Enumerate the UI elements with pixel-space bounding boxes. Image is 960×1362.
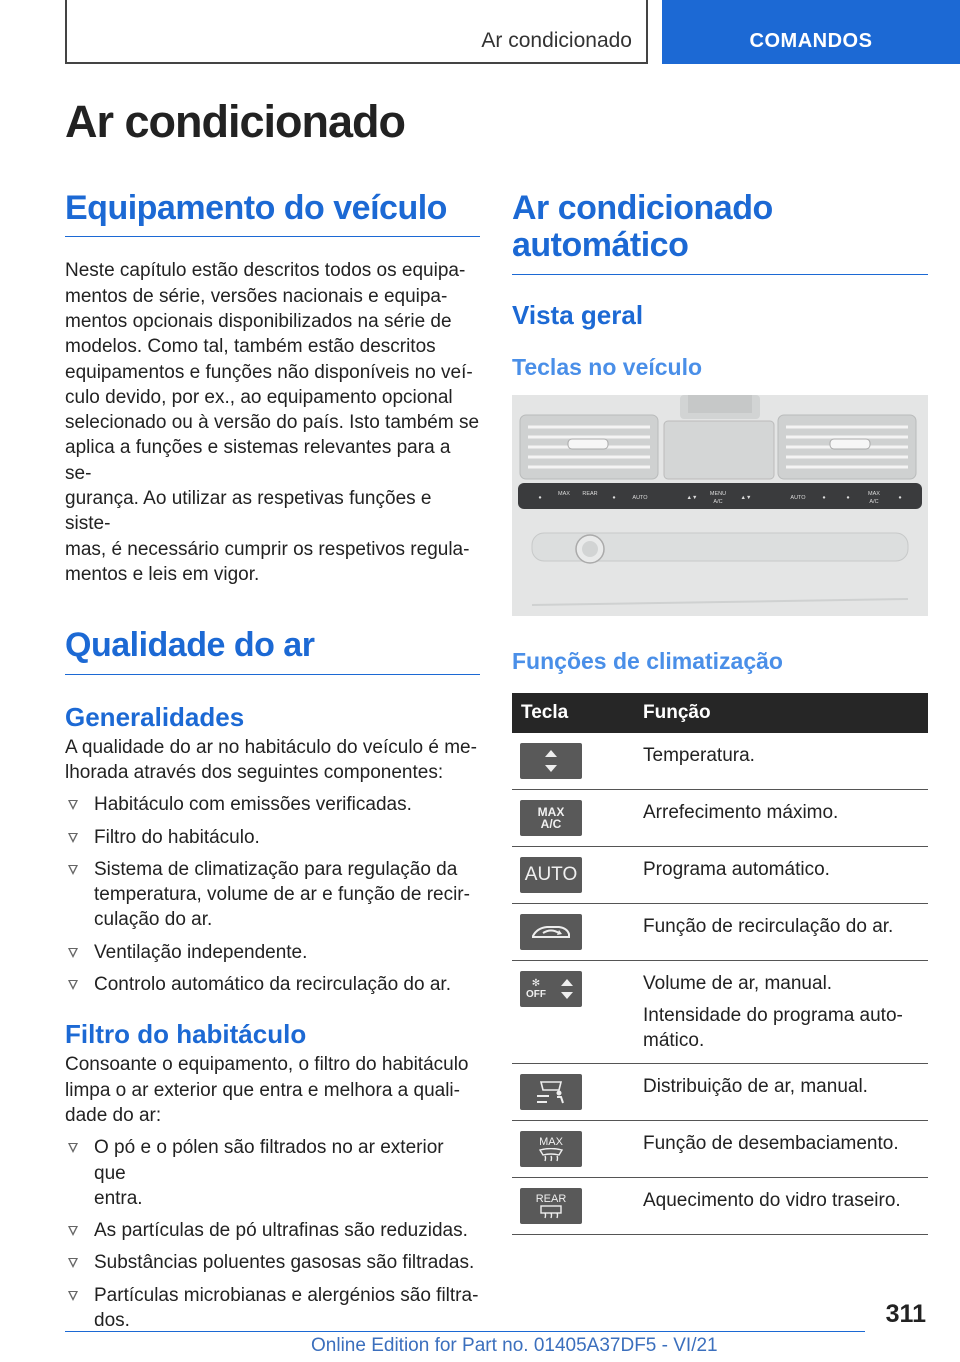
text-line: dos. xyxy=(94,1309,130,1331)
max-defrost-label: MAX xyxy=(539,1135,563,1148)
key-cell xyxy=(512,789,643,846)
general-list xyxy=(65,792,480,997)
function-text: Programa automático. xyxy=(643,858,830,880)
climate-functions-table xyxy=(512,693,928,1235)
panel-label-auto: AUTO xyxy=(632,494,648,501)
text-line: modelos. Como tal, também estão descritos xyxy=(65,336,436,358)
function-text: Intensidade do programa auto- mático. xyxy=(643,1004,903,1051)
function-cell xyxy=(643,1063,928,1120)
function-cell xyxy=(643,960,928,1063)
panel-label-rear: REAR xyxy=(582,490,598,497)
header-tab-comandos[interactable]: COMANDOS xyxy=(662,0,960,64)
text-line: culo devido, por ex., ao equipamento opcional xyxy=(65,386,453,408)
table-row xyxy=(512,846,928,903)
rear-defrost-label: REAR xyxy=(535,1192,567,1205)
list-item xyxy=(65,825,480,850)
heading-line: automático xyxy=(512,226,689,265)
heading-ar-condicionado-automatico xyxy=(512,190,928,275)
fan-off-label: OFF xyxy=(526,988,546,1000)
text-line: limpa o ar exterior que entra e melhora a quali- xyxy=(65,1079,460,1101)
svg-text:●: ● xyxy=(822,494,826,501)
temperature-arrows-icon xyxy=(520,743,582,779)
bullet-triangle-icon xyxy=(68,800,78,810)
bullet-triangle-icon xyxy=(68,948,78,958)
panel-label-auto-2: AUTO xyxy=(790,494,806,501)
fan-off-icon xyxy=(520,971,582,1007)
text-line: mentos de série, versões nacionais e equipa- xyxy=(65,285,448,307)
function-cell xyxy=(643,846,928,903)
text-line: Substâncias poluentes gasosas são filtradas. xyxy=(94,1252,475,1274)
key-cell xyxy=(512,1063,643,1120)
text-line: A qualidade do ar no habitáculo do veículo é me- xyxy=(65,736,477,758)
list-item xyxy=(65,972,480,997)
text-line: selecionado ou à versão do país. Isto também se xyxy=(65,412,480,434)
filter-list xyxy=(65,1135,480,1333)
table-row xyxy=(512,789,928,846)
auto-icon: AUTO xyxy=(520,857,582,893)
fan-icon: ✻ xyxy=(531,977,541,989)
panel-label-menu: MENU xyxy=(709,490,727,497)
heading-qualidade-ar: Qualidade do ar xyxy=(65,627,480,674)
heading-teclas-veiculo: Teclas no veículo xyxy=(512,353,703,380)
text-line: Habitáculo com emissões verificadas. xyxy=(94,794,412,816)
text-line: gurança. Ao utilizar as respetivas funções e siste- xyxy=(65,488,432,535)
page-number: 311 xyxy=(885,1300,926,1328)
table-row xyxy=(512,733,928,790)
bullet-triangle-icon xyxy=(68,865,78,875)
footer-edition: Online Edition for Part no. 01405A37DF5 - VI/21 xyxy=(311,1335,718,1356)
bullet-triangle-icon xyxy=(68,1258,78,1268)
svg-text:●: ● xyxy=(612,494,616,501)
list-item xyxy=(65,857,480,933)
text-line: O pó e o pólen são filtrados no ar exterior que xyxy=(94,1137,444,1184)
panel-label-ac-2: A/C xyxy=(869,498,879,505)
header-box xyxy=(65,0,648,64)
table-row xyxy=(512,960,928,1063)
bullet-triangle-icon xyxy=(68,833,78,843)
heading-line: Ar condicionado xyxy=(512,189,773,227)
rear-defrost-icon xyxy=(520,1188,582,1224)
heading-vista-geral: Vista geral xyxy=(512,299,644,330)
svg-text:▲▼: ▲▼ xyxy=(686,494,698,501)
table-row xyxy=(512,903,928,960)
text-line: Neste capítulo estão descritos todos os equipa- xyxy=(65,260,466,282)
function-text: Distribuição de ar, manual. xyxy=(643,1075,868,1097)
function-text: Função de desembaciamento. xyxy=(643,1132,899,1154)
list-item xyxy=(65,1135,480,1211)
general-paragraph xyxy=(65,735,480,786)
text-line: Filtro do habitáculo. xyxy=(94,826,260,848)
list-item xyxy=(65,1218,480,1243)
list-item xyxy=(65,1250,480,1275)
heading-equipamento: Equipamento do veículo xyxy=(65,190,480,237)
text-line: Controlo automático da recirculação do ar. xyxy=(94,974,451,996)
text-line: Ventilação independente. xyxy=(94,941,308,963)
list-item xyxy=(65,792,480,817)
key-cell xyxy=(512,1120,643,1177)
bullet-triangle-icon xyxy=(68,1226,78,1236)
function-cell xyxy=(643,903,928,960)
text-line: equipamentos e funções não disponíveis no veí- xyxy=(65,361,473,383)
table-header-row xyxy=(512,693,928,733)
right-column xyxy=(512,190,928,1235)
function-text: Volume de ar, manual. xyxy=(643,972,833,994)
text-line: culação do ar. xyxy=(94,909,213,931)
panel-label-max-2: MAX xyxy=(868,490,880,497)
heading-funcoes-climatizacao: Funções de climatização xyxy=(512,647,783,674)
text-line: mentos e leis em vigor. xyxy=(65,563,260,585)
text-line: Consoante o equipamento, o filtro do habitáculo xyxy=(65,1054,469,1076)
function-text: Função de recirculação do ar. xyxy=(643,915,894,937)
svg-text:●: ● xyxy=(846,494,850,501)
table-row xyxy=(512,1120,928,1177)
list-item xyxy=(65,940,480,965)
recirculation-icon xyxy=(520,914,582,950)
table-row xyxy=(512,1177,928,1234)
max-ac-icon: MAX A/C xyxy=(520,800,582,836)
left-column xyxy=(65,190,480,1333)
console-illustration xyxy=(512,395,928,616)
key-cell xyxy=(512,960,643,1063)
table-row xyxy=(512,1063,928,1120)
list-item xyxy=(65,1283,480,1334)
heading-filtro-habitaculo: Filtro do habitáculo xyxy=(65,1019,307,1050)
column-header-key: Tecla xyxy=(512,693,643,733)
page-title: Ar condicionado xyxy=(65,96,406,147)
air-distribution-icon xyxy=(520,1074,582,1110)
vehicle-console-image xyxy=(512,395,928,616)
text-line: Partículas microbianas e alergénios são filtra- xyxy=(94,1284,479,1306)
max-defrost-icon xyxy=(520,1131,582,1167)
equipment-paragraph xyxy=(65,258,480,587)
function-cell xyxy=(643,789,928,846)
text-line: aplica a funções e sistemas relevantes para a se- xyxy=(65,437,451,484)
bullet-triangle-icon xyxy=(68,980,78,990)
text-line: mas, é necessário cumprir os respetivos regula- xyxy=(65,538,470,560)
function-cell xyxy=(643,1120,928,1177)
text-line: lhorada através dos seguintes componentes: xyxy=(65,761,444,783)
function-cell xyxy=(643,733,928,790)
key-cell xyxy=(512,733,643,790)
svg-text:●: ● xyxy=(538,494,542,501)
text-line: dade do ar: xyxy=(65,1104,162,1126)
text-line: As partículas de pó ultrafinas são reduzidas. xyxy=(94,1220,468,1242)
column-header-function: Função xyxy=(643,693,928,733)
heading-generalidades: Generalidades xyxy=(65,701,245,732)
panel-label-max: MAX xyxy=(558,490,570,497)
function-text-multiline xyxy=(643,1003,928,1053)
key-cell xyxy=(512,903,643,960)
text-line: mentos opcionais disponibilizados na série de xyxy=(65,310,452,332)
key-cell xyxy=(512,846,643,903)
filter-paragraph xyxy=(65,1052,480,1128)
bullet-triangle-icon xyxy=(68,1143,78,1153)
footer-divider xyxy=(65,1331,865,1332)
svg-text:▲▼: ▲▼ xyxy=(740,494,752,501)
text-line: Sistema de climatização para regulação da xyxy=(94,858,458,880)
text-line: temperatura, volume de ar e função de recir- xyxy=(94,884,470,906)
panel-label-ac: A/C xyxy=(713,498,723,505)
function-text: Aquecimento do vidro traseiro. xyxy=(643,1189,901,1211)
function-cell xyxy=(643,1177,928,1234)
function-text: Arrefecimento máximo. xyxy=(643,801,839,823)
key-cell xyxy=(512,1177,643,1234)
header-section-title: Ar condicionado xyxy=(481,29,632,52)
function-text: Temperatura. xyxy=(643,744,755,766)
bullet-triangle-icon xyxy=(68,1291,78,1301)
svg-text:●: ● xyxy=(898,494,902,501)
text-line: entra. xyxy=(94,1187,143,1209)
